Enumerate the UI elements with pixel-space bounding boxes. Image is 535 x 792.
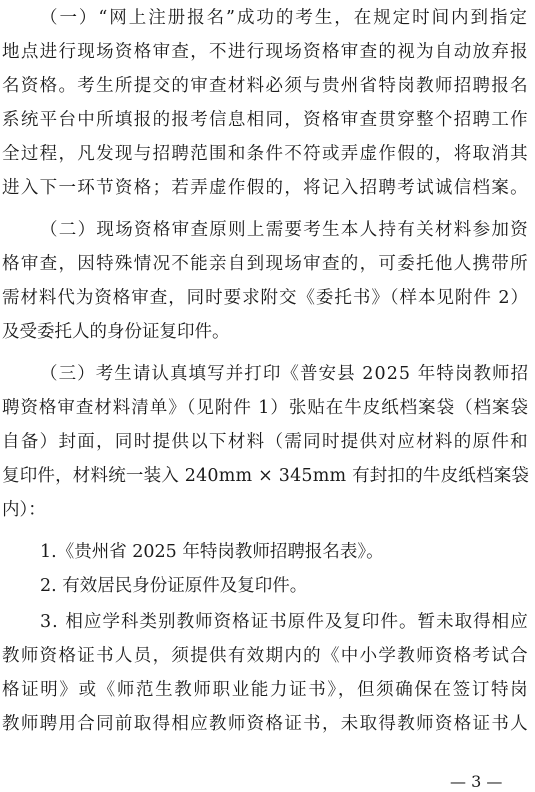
text-line: （二）现场资格审查原则上需要考生本人持有关材料参加资 (40, 220, 529, 240)
text-line: 需材料代为资格审查，同时要求附交《委托书》（样本见附件 2） (2, 288, 529, 308)
text-line: 教师资格证书人员，须提供有效期内的《中小学教师资格考试合 (2, 646, 529, 666)
text-line: 3. 相应学科类别教师资格证书原件及复印件。暂未取得相应 (40, 612, 529, 632)
text-line: 自备）封面，同时提供以下材料（需同时提供对应材料的原件和 (2, 432, 529, 452)
text-line: 及受委托人的身份证复印件。 (2, 322, 230, 342)
text-line: 教师聘用合同前取得相应教师资格证书，未取得教师资格证书人 (2, 714, 529, 734)
text-line: 名资格。考生所提交的审查材料必须与贵州省特岗教师招聘报名 (2, 76, 529, 96)
text-line: 全过程，凡发现与招聘范围和条件不符或弄虚作假的，将取消其 (2, 144, 529, 164)
text-line: 进入下一环节资格；若弄虚作假的，将记入招聘考试诚信档案。 (2, 178, 529, 198)
text-line: 内）： (2, 500, 46, 520)
text-line: 格证明》或《师范生教师职业能力证书》，但须确保在签订特岗 (2, 680, 530, 700)
text-line: 地点进行现场资格审查，不进行现场资格审查的视为自动放弃报 (2, 42, 529, 62)
text-line: 2. 有效居民身份证原件及复印件。 (40, 576, 308, 596)
text-line: 聘资格审查材料清单》（见附件 1）张贴在牛皮纸档案袋（档案袋 (2, 398, 529, 418)
text-line: 1.《贵州省 2025 年特岗教师招聘报名表》。 (40, 542, 384, 562)
text-line: 系统平台中所填报的报考信息相同，资格审查贯穿整个招聘工作 (2, 110, 529, 130)
text-line: 格审查，因特殊情况不能亲自到现场审查的，可委托他人携带所 (2, 254, 529, 274)
text-line: 复印件，材料统一装入 240mm × 345mm 有封扣的牛皮纸档案袋 (2, 466, 530, 486)
text-line: （一）“网上注册报名”成功的考生，在规定时间内到指定 (40, 8, 529, 28)
page-number: — 3 — (450, 772, 503, 791)
text-line: （三）考生请认真填写并打印《普安县 2025 年特岗教师招 (40, 364, 530, 384)
